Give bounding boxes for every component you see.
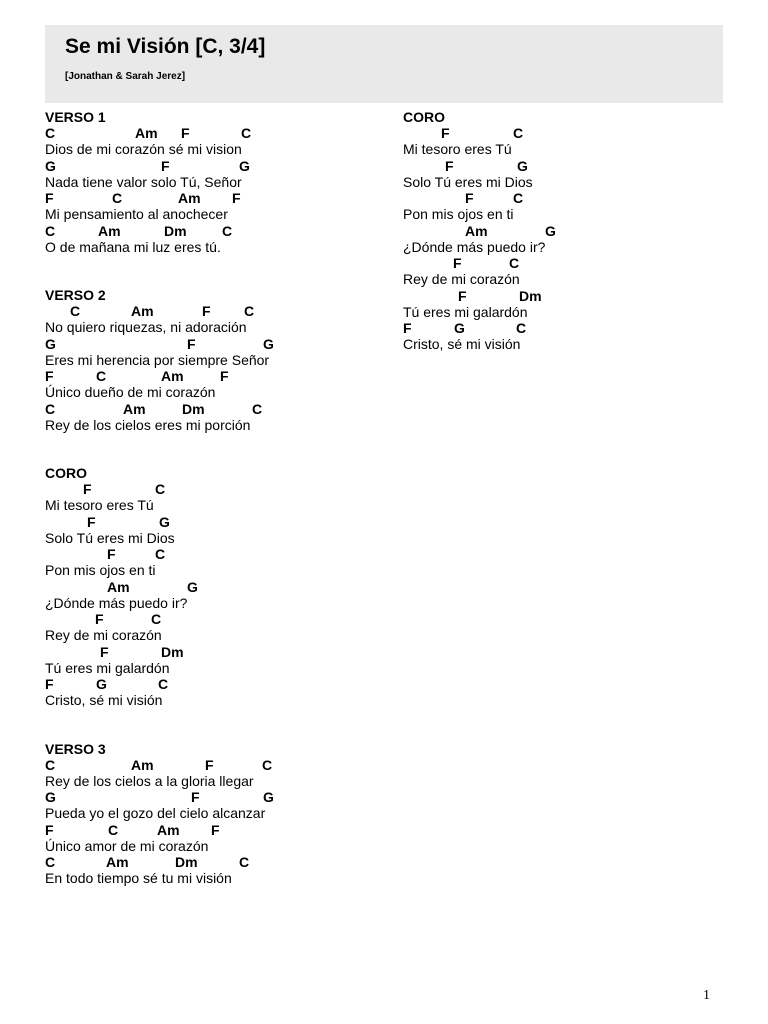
chord: F (202, 303, 211, 319)
lyric-line: Pon mis ojos en ti (403, 206, 514, 222)
chord-row (45, 757, 385, 773)
chord: G (454, 320, 465, 336)
chord-row (45, 789, 385, 805)
chord: F (161, 157, 170, 174)
chord-row (45, 401, 385, 417)
chord: C (151, 611, 162, 627)
chord: F (211, 821, 220, 838)
section-coro (45, 465, 385, 709)
chord: F (107, 546, 116, 562)
chord: C (513, 125, 524, 141)
chord: Am (123, 400, 146, 417)
chord: Dm (519, 287, 542, 304)
chord: C (513, 190, 524, 206)
song-line (45, 401, 385, 434)
chord: G (96, 676, 107, 692)
chord: C (45, 222, 56, 239)
chord: Am (157, 821, 180, 838)
chord: G (159, 513, 170, 530)
chord: Am (131, 303, 154, 319)
chord-row (403, 255, 723, 271)
chord-row (403, 223, 723, 239)
section-verso-2 (45, 287, 385, 433)
song-line (403, 320, 723, 353)
chord-row (403, 288, 723, 304)
chord: C (45, 125, 56, 141)
song-line (403, 125, 723, 158)
chord: Am (135, 125, 158, 141)
lyric-line: Cristo, sé mi visión (403, 336, 521, 352)
chord: Am (98, 222, 121, 239)
chord: G (45, 157, 56, 174)
chord-row (403, 158, 723, 174)
song-line (45, 546, 385, 579)
song-line (403, 288, 723, 321)
song-line (45, 158, 385, 191)
song-line (45, 336, 385, 369)
chord-row (45, 644, 385, 660)
chord: C (241, 125, 252, 141)
song-line (45, 481, 385, 514)
chord: C (45, 854, 56, 870)
chord: F (100, 643, 109, 660)
chord: Am (131, 756, 154, 773)
chord: G (45, 335, 56, 352)
chord-row (45, 303, 385, 319)
lyric-line: Mi pensamiento al anochecer (45, 206, 228, 222)
song-line (45, 223, 385, 256)
chord-row (403, 190, 723, 206)
chord: C (112, 190, 123, 206)
lyric-line: Pueda yo el gozo del cielo alcanzar (45, 805, 266, 821)
chord: C (96, 368, 107, 384)
chord-row (45, 611, 385, 627)
chord-row (403, 125, 723, 141)
chord: C (252, 400, 263, 417)
chord-row (45, 676, 385, 692)
chord: F (181, 125, 190, 141)
chord-row (45, 822, 385, 838)
song-title: Se mi Visión [C, 3/4] (65, 35, 266, 58)
chord: C (45, 756, 56, 773)
chord: Am (106, 854, 129, 870)
chord: G (187, 578, 198, 595)
chord: F (205, 756, 214, 773)
song-line (45, 676, 385, 709)
page-number: 1 (703, 988, 710, 1003)
song-line (45, 368, 385, 401)
chord: Am (107, 578, 130, 595)
chord-row (45, 579, 385, 595)
lyric-line: O de mañana mi luz eres tú. (45, 238, 221, 255)
song-line (45, 854, 385, 887)
song-line (45, 303, 385, 336)
chord: Am (161, 368, 184, 384)
chord: F (453, 255, 462, 271)
chord: Am (178, 190, 201, 206)
chord: C (516, 320, 527, 336)
chord: C (45, 400, 56, 417)
chord: C (158, 676, 169, 692)
chord: C (155, 546, 166, 562)
lyric-line: En todo tiempo sé tu mi visión (45, 870, 232, 886)
section-title: CORO (403, 109, 445, 125)
lyric-line: Dios de mi corazón sé mi vision (45, 141, 242, 157)
chord: C (239, 854, 250, 870)
chord-row (45, 223, 385, 239)
chord: F (441, 125, 450, 141)
section-title: CORO (45, 465, 87, 481)
chord-row (45, 190, 385, 206)
chord: Dm (182, 400, 205, 417)
chord: F (403, 320, 412, 336)
song-line (45, 514, 385, 547)
song-line (403, 223, 723, 256)
song-line (45, 125, 385, 158)
chord: G (263, 335, 274, 352)
lyric-line: Rey de mi corazón (403, 271, 520, 287)
chord: Dm (161, 643, 184, 660)
song-line (45, 822, 385, 855)
chord: F (445, 157, 454, 174)
lyric-line: Tú eres mi galardón (45, 659, 170, 676)
lyric-line: Tú eres mi galardón (403, 303, 528, 320)
song-line (45, 757, 385, 790)
chord: Am (465, 222, 488, 239)
chord: F (232, 190, 241, 206)
chord: G (263, 789, 274, 805)
chord: Dm (175, 854, 198, 870)
chord-row (45, 481, 385, 497)
lyric-line: Pon mis ojos en ti (45, 562, 156, 578)
chord: C (155, 481, 166, 497)
section-coro (403, 109, 723, 353)
chord-row (403, 320, 723, 336)
chord: F (458, 287, 467, 304)
section-title: VERSO 1 (45, 109, 106, 125)
chord: G (239, 157, 250, 174)
chord: F (95, 611, 104, 627)
lyric-line: ¿Dónde más puedo ir? (45, 594, 188, 611)
lyric-line: Mi tesoro eres Tú (403, 141, 512, 157)
lyric-line: ¿Dónde más puedo ir? (403, 238, 546, 255)
song-line (403, 255, 723, 288)
lyric-line: Cristo, sé mi visión (45, 692, 163, 708)
section-title: VERSO 3 (45, 740, 106, 757)
chord-row (45, 158, 385, 174)
song-line (403, 190, 723, 223)
chord: G (517, 157, 528, 174)
song-authors: [Jonathan & Sarah Jerez] (65, 71, 186, 82)
lyric-line: Único dueño de mi corazón (45, 384, 216, 400)
lyric-line: Eres mi herencia por siempre Señor (45, 351, 270, 368)
chord-row (45, 125, 385, 141)
song-line (45, 579, 385, 612)
chord: C (262, 756, 273, 773)
chord: F (45, 676, 54, 692)
chord: F (45, 821, 54, 838)
chord-row (45, 854, 385, 870)
chord: F (220, 368, 229, 384)
chord: C (222, 222, 233, 239)
lyric-line: Rey de los cielos a la gloria llegar (45, 772, 254, 789)
chord: Dm (164, 222, 187, 239)
chord: F (45, 368, 54, 384)
chord: G (45, 789, 56, 805)
chord: F (191, 789, 200, 805)
song-line (45, 789, 385, 822)
section-title: VERSO 2 (45, 287, 106, 303)
chord: F (83, 481, 92, 497)
chord: F (187, 335, 196, 352)
chord-row (45, 368, 385, 384)
chord: C (70, 303, 81, 319)
lyric-line: Rey de los cielos eres mi porción (45, 416, 251, 433)
song-line (45, 644, 385, 677)
lyric-line: Mi tesoro eres Tú (45, 497, 154, 513)
lyric-line: No quiero riquezas, ni adoración (45, 319, 247, 335)
chord-row (45, 514, 385, 530)
chord: C (244, 303, 255, 319)
song-line (45, 190, 385, 223)
chord: F (45, 190, 54, 206)
song-header (45, 25, 723, 103)
lyric-line: Solo Tú eres mi Dios (45, 529, 175, 546)
chord: F (465, 190, 474, 206)
song-line (403, 158, 723, 191)
right-column (403, 109, 723, 385)
song-line (45, 611, 385, 644)
chord: C (108, 821, 119, 838)
chord-row (45, 546, 385, 562)
lyric-line: Rey de mi corazón (45, 627, 162, 643)
lyric-line: Solo Tú eres mi Dios (403, 173, 533, 190)
section-verso-3 (45, 741, 385, 887)
chord: F (87, 513, 96, 530)
lyric-line: Nada tiene valor solo Tú, Señor (45, 173, 242, 190)
chord: C (509, 255, 520, 271)
section-verso-1 (45, 109, 385, 255)
lyric-line: Único amor de mi corazón (45, 837, 209, 854)
left-column (45, 109, 385, 919)
chord-row (45, 336, 385, 352)
chord: G (545, 222, 556, 239)
